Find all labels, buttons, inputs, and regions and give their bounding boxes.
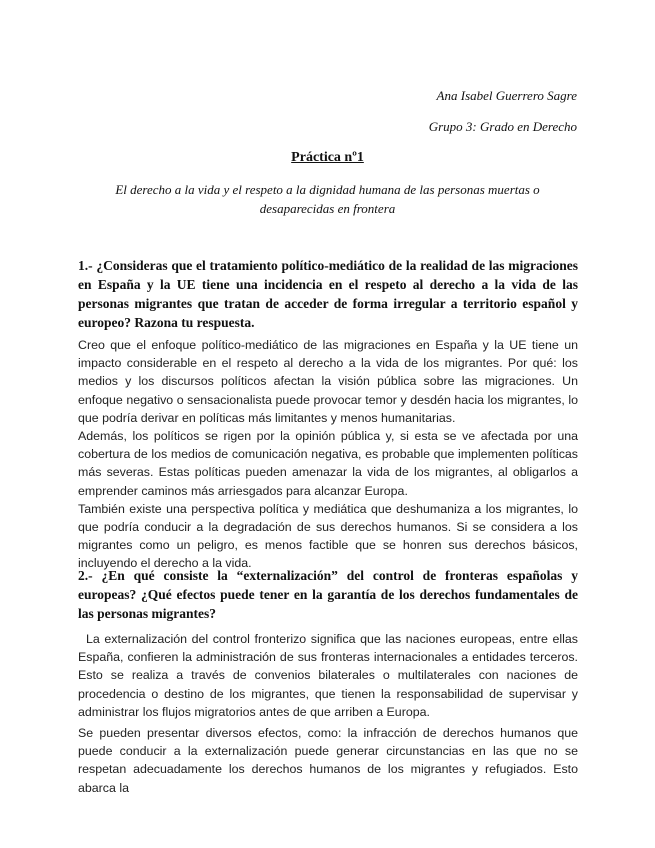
answer-1: [78, 336, 578, 573]
answer-2-paragraph-1: [78, 630, 578, 721]
page-title: Práctica nº1: [291, 150, 364, 165]
page-subtitle: El derecho a la vida y el respeto a la dignidad humana de las personas muertas o desaparecidas en frontera: [115, 182, 540, 216]
question-1: 1.- ¿Consideras que el tratamiento político-mediático de la realidad de las migraciones en España y la UE tiene una incidencia en el respeto al derecho a la vida de las personas migrantes que tratan de acceder de forma irregular a territorio español y europeo? Razona tu respuesta.: [78, 258, 578, 330]
answer-1-paragraph: También existe una perspectiva política y mediática que deshumaniza a los migrantes, lo que podría conducir a la degradación de sus derechos humanos. Si se considera a los migrantes como un peligro, es menos factible que se honren sus derechos básicos, incluyendo el derecho a la vida.: [78, 501, 578, 571]
answer-2-text: Se pueden presentar diversos efectos, como: la infracción de derechos humanos que puede conducir a la externalización puede generar circunstancias en las que no se respetan adecuadamente los derechos humanos de los migrantes y refugiados. Esto abarca la: [78, 726, 578, 795]
answer-2-text: La externalización del control fronterizo significa que las naciones europeas, entre ellas España, confieren la administración de sus fronteras internacionales a entidades terceros. Esto se realiza a través de convenios bilaterales o multilaterales con naciones de procedencia o destino de los migrantes, que tienen la responsabilidad de supervisar y administrar los flujos migratorios antes de que arriben a Europa.: [78, 632, 578, 719]
answer-1-paragraph: Creo que el enfoque político-mediático de las migraciones en España y la UE tiene un impacto considerable en el respeto al derecho a la vida de los migrantes. Por qué: los medios y los discursos políticos afectan la visión pública sobre las migraciones. Un enfoque negativo o sensacionalista puede provocar temor y desdén hacia los migrantes, lo que podría derivar en políticas más limitantes y menos humanitarias.: [78, 338, 578, 425]
group-label: Grupo 3: Grado en Derecho: [428, 119, 577, 134]
author-name: Ana Isabel Guerrero Sagre: [436, 88, 577, 103]
question-2: 2.- ¿En qué consiste la “externalización” del control de fronteras españolas y europeas? ¿Qué efectos puede tener en la garantía de los derechos fundamentales de las personas migrantes?: [78, 568, 578, 621]
answer-2-paragraph-2: [78, 724, 578, 797]
answer-1-paragraph: Además, los políticos se rigen por la opinión pública y, si esta se ve afectada por una cobertura de los medios de comunicación negativa, es probable que implementen políticas más severas. Estas políticas pueden amenazar la vida de los migrantes, al obligarlos a emprender caminos más arriesgados para alcanzar Europa.: [78, 429, 578, 498]
